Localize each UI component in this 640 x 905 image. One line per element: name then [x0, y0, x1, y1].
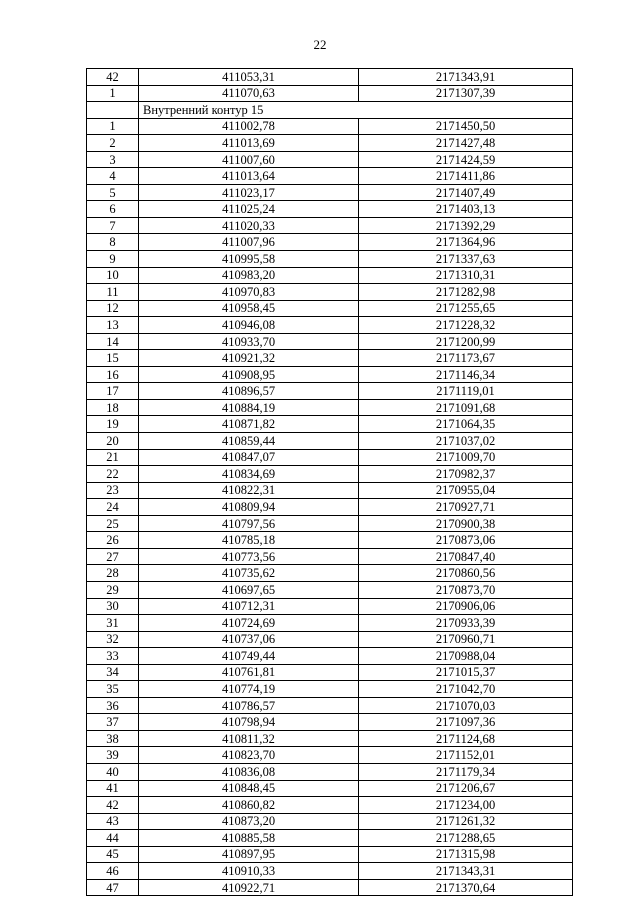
- x-coordinate-cell: 410933,70: [139, 333, 359, 350]
- y-coordinate-cell: 2170900,38: [359, 515, 573, 532]
- point-number-cell: 1: [87, 118, 139, 135]
- x-coordinate-cell: 411013,69: [139, 135, 359, 152]
- point-number-cell: 23: [87, 482, 139, 499]
- y-coordinate-cell: 2171070,03: [359, 697, 573, 714]
- table-row: [87, 118, 573, 135]
- table-row: [87, 300, 573, 317]
- table-row: [87, 482, 573, 499]
- point-number-cell: 25: [87, 515, 139, 532]
- table-row: [87, 631, 573, 648]
- y-coordinate-cell: 2171042,70: [359, 681, 573, 698]
- page-number: 22: [313, 37, 327, 52]
- point-number-cell: 37: [87, 714, 139, 731]
- table-row: [87, 267, 573, 284]
- y-coordinate-cell: 2171315,98: [359, 846, 573, 863]
- point-number-cell: 33: [87, 648, 139, 665]
- table-row: [87, 565, 573, 582]
- point-number-cell: 46: [87, 863, 139, 880]
- x-coordinate-cell: 411002,78: [139, 118, 359, 135]
- y-coordinate-cell: 2171124,68: [359, 730, 573, 747]
- table-row: [87, 416, 573, 433]
- point-number-cell: 9: [87, 251, 139, 268]
- x-coordinate-cell: 410922,71: [139, 879, 359, 896]
- point-number-cell: 17: [87, 383, 139, 400]
- table-row: [87, 69, 573, 86]
- point-number-cell: 18: [87, 399, 139, 416]
- table-row: [87, 333, 573, 350]
- table-row: [87, 581, 573, 598]
- y-coordinate-cell: 2171206,67: [359, 780, 573, 797]
- point-number-cell: 40: [87, 763, 139, 780]
- x-coordinate-cell: 410735,62: [139, 565, 359, 582]
- point-number-cell: 19: [87, 416, 139, 433]
- point-number-cell: 26: [87, 532, 139, 549]
- point-number-cell: 30: [87, 598, 139, 615]
- y-coordinate-cell: 2171450,50: [359, 118, 573, 135]
- y-coordinate-cell: 2170927,71: [359, 499, 573, 516]
- table-row: [87, 399, 573, 416]
- y-coordinate-cell: 2171427,48: [359, 135, 573, 152]
- point-number-cell: 43: [87, 813, 139, 830]
- point-number-cell: 32: [87, 631, 139, 648]
- x-coordinate-cell: 410774,19: [139, 681, 359, 698]
- y-coordinate-cell: 2171337,63: [359, 251, 573, 268]
- point-number-cell: 42: [87, 797, 139, 814]
- table-row: [87, 201, 573, 218]
- y-coordinate-cell: 2170960,71: [359, 631, 573, 648]
- point-number-cell: 12: [87, 300, 139, 317]
- x-coordinate-cell: 410970,83: [139, 284, 359, 301]
- y-coordinate-cell: 2170982,37: [359, 466, 573, 483]
- x-coordinate-cell: 410885,58: [139, 830, 359, 847]
- table-row: [87, 366, 573, 383]
- y-coordinate-cell: 2171173,67: [359, 350, 573, 367]
- point-number-cell: 35: [87, 681, 139, 698]
- table-row: [87, 234, 573, 251]
- y-coordinate-cell: 2171307,39: [359, 85, 573, 102]
- x-coordinate-cell: 411023,17: [139, 184, 359, 201]
- x-coordinate-cell: 410873,20: [139, 813, 359, 830]
- x-coordinate-cell: 411025,24: [139, 201, 359, 218]
- x-coordinate-cell: 410834,69: [139, 466, 359, 483]
- y-coordinate-cell: 2171015,37: [359, 664, 573, 681]
- point-number-cell: 7: [87, 217, 139, 234]
- table-row: [87, 184, 573, 201]
- x-coordinate-cell: 410822,31: [139, 482, 359, 499]
- table-row: [87, 317, 573, 334]
- y-coordinate-cell: 2171407,49: [359, 184, 573, 201]
- y-coordinate-cell: 2171288,65: [359, 830, 573, 847]
- table-row: [87, 681, 573, 698]
- y-coordinate-cell: 2170873,70: [359, 581, 573, 598]
- x-coordinate-cell: 410859,44: [139, 433, 359, 450]
- table-row: [87, 697, 573, 714]
- table-row: [87, 714, 573, 731]
- x-coordinate-cell: 410983,20: [139, 267, 359, 284]
- point-number-cell: 16: [87, 366, 139, 383]
- y-coordinate-cell: 2171364,96: [359, 234, 573, 251]
- y-coordinate-cell: 2171200,99: [359, 333, 573, 350]
- point-number-cell: 20: [87, 433, 139, 450]
- x-coordinate-cell: 410921,32: [139, 350, 359, 367]
- point-number-cell: 2: [87, 135, 139, 152]
- x-coordinate-cell: 410798,94: [139, 714, 359, 731]
- point-number-cell: 39: [87, 747, 139, 764]
- coordinates-table: [86, 68, 573, 896]
- point-number-cell: 31: [87, 615, 139, 632]
- x-coordinate-cell: 410871,82: [139, 416, 359, 433]
- point-number-cell: 15: [87, 350, 139, 367]
- y-coordinate-cell: 2171261,32: [359, 813, 573, 830]
- coordinates-table-body: [87, 69, 573, 896]
- y-coordinate-cell: 2171119,01: [359, 383, 573, 400]
- x-coordinate-cell: 410797,56: [139, 515, 359, 532]
- x-coordinate-cell: 410761,81: [139, 664, 359, 681]
- x-coordinate-cell: 410860,82: [139, 797, 359, 814]
- x-coordinate-cell: 410786,57: [139, 697, 359, 714]
- x-coordinate-cell: 410809,94: [139, 499, 359, 516]
- y-coordinate-cell: 2171424,59: [359, 151, 573, 168]
- point-number-cell: 45: [87, 846, 139, 863]
- table-row: [87, 217, 573, 234]
- y-coordinate-cell: 2171179,34: [359, 763, 573, 780]
- point-number-cell: 13: [87, 317, 139, 334]
- y-coordinate-cell: 2171037,02: [359, 433, 573, 450]
- x-coordinate-cell: 410958,45: [139, 300, 359, 317]
- table-row: [87, 780, 573, 797]
- x-coordinate-cell: 410712,31: [139, 598, 359, 615]
- y-coordinate-cell: 2171310,31: [359, 267, 573, 284]
- y-coordinate-cell: 2170988,04: [359, 648, 573, 665]
- point-number-cell: 44: [87, 830, 139, 847]
- table-row: [87, 85, 573, 102]
- x-coordinate-cell: 410946,08: [139, 317, 359, 334]
- table-row: [87, 648, 573, 665]
- table-row: [87, 763, 573, 780]
- y-coordinate-cell: 2171255,65: [359, 300, 573, 317]
- y-coordinate-cell: 2171228,32: [359, 317, 573, 334]
- table-row: [87, 466, 573, 483]
- table-row: [87, 515, 573, 532]
- x-coordinate-cell: 411007,96: [139, 234, 359, 251]
- table-row: [87, 433, 573, 450]
- y-coordinate-cell: 2171411,86: [359, 168, 573, 185]
- y-coordinate-cell: 2171234,00: [359, 797, 573, 814]
- point-number-cell: 27: [87, 548, 139, 565]
- table-row: [87, 830, 573, 847]
- table-row: [87, 615, 573, 632]
- section-number-cell: [87, 102, 139, 119]
- point-number-cell: 1: [87, 85, 139, 102]
- x-coordinate-cell: 410737,06: [139, 631, 359, 648]
- y-coordinate-cell: 2170860,56: [359, 565, 573, 582]
- point-number-cell: 41: [87, 780, 139, 797]
- point-number-cell: 21: [87, 449, 139, 466]
- x-coordinate-cell: 410836,08: [139, 763, 359, 780]
- point-number-cell: 24: [87, 499, 139, 516]
- point-number-cell: 5: [87, 184, 139, 201]
- table-row: [87, 284, 573, 301]
- table-row: [87, 730, 573, 747]
- table-row: [87, 797, 573, 814]
- table-row: [87, 350, 573, 367]
- y-coordinate-cell: 2171392,29: [359, 217, 573, 234]
- point-number-cell: 8: [87, 234, 139, 251]
- table-row: [87, 846, 573, 863]
- x-coordinate-cell: 410884,19: [139, 399, 359, 416]
- y-coordinate-cell: 2171403,13: [359, 201, 573, 218]
- y-coordinate-cell: 2171370,64: [359, 879, 573, 896]
- y-coordinate-cell: 2171091,68: [359, 399, 573, 416]
- point-number-cell: 47: [87, 879, 139, 896]
- table-row: [87, 813, 573, 830]
- x-coordinate-cell: 410847,07: [139, 449, 359, 466]
- x-coordinate-cell: 410823,70: [139, 747, 359, 764]
- y-coordinate-cell: 2171343,91: [359, 69, 573, 86]
- y-coordinate-cell: 2170873,06: [359, 532, 573, 549]
- section-title: Внутренний контур 15: [139, 102, 573, 119]
- x-coordinate-cell: 410848,45: [139, 780, 359, 797]
- point-number-cell: 10: [87, 267, 139, 284]
- y-coordinate-cell: 2170847,40: [359, 548, 573, 565]
- x-coordinate-cell: 410908,95: [139, 366, 359, 383]
- section-header-row: [87, 102, 573, 119]
- x-coordinate-cell: 410910,33: [139, 863, 359, 880]
- x-coordinate-cell: 411013,64: [139, 168, 359, 185]
- y-coordinate-cell: 2171097,36: [359, 714, 573, 731]
- table-row: [87, 548, 573, 565]
- table-row: [87, 598, 573, 615]
- table-row: [87, 879, 573, 896]
- x-coordinate-cell: 410785,18: [139, 532, 359, 549]
- point-number-cell: 28: [87, 565, 139, 582]
- y-coordinate-cell: 2171009,70: [359, 449, 573, 466]
- x-coordinate-cell: 411020,33: [139, 217, 359, 234]
- x-coordinate-cell: 411070,63: [139, 85, 359, 102]
- y-coordinate-cell: 2171146,34: [359, 366, 573, 383]
- x-coordinate-cell: 410896,57: [139, 383, 359, 400]
- x-coordinate-cell: 411053,31: [139, 69, 359, 86]
- table-row: [87, 532, 573, 549]
- point-number-cell: 11: [87, 284, 139, 301]
- point-number-cell: 3: [87, 151, 139, 168]
- x-coordinate-cell: 410749,44: [139, 648, 359, 665]
- table-row: [87, 664, 573, 681]
- table-row: [87, 251, 573, 268]
- x-coordinate-cell: 411007,60: [139, 151, 359, 168]
- x-coordinate-cell: 410897,95: [139, 846, 359, 863]
- x-coordinate-cell: 410724,69: [139, 615, 359, 632]
- table-row: [87, 168, 573, 185]
- y-coordinate-cell: 2170955,04: [359, 482, 573, 499]
- point-number-cell: 22: [87, 466, 139, 483]
- x-coordinate-cell: 410697,65: [139, 581, 359, 598]
- y-coordinate-cell: 2171064,35: [359, 416, 573, 433]
- x-coordinate-cell: 410773,56: [139, 548, 359, 565]
- table-row: [87, 151, 573, 168]
- x-coordinate-cell: 410995,58: [139, 251, 359, 268]
- point-number-cell: 29: [87, 581, 139, 598]
- point-number-cell: 36: [87, 697, 139, 714]
- point-number-cell: 38: [87, 730, 139, 747]
- table-row: [87, 135, 573, 152]
- table-row: [87, 747, 573, 764]
- point-number-cell: 34: [87, 664, 139, 681]
- y-coordinate-cell: 2171343,31: [359, 863, 573, 880]
- point-number-cell: 6: [87, 201, 139, 218]
- point-number-cell: 14: [87, 333, 139, 350]
- table-row: [87, 383, 573, 400]
- y-coordinate-cell: 2171152,01: [359, 747, 573, 764]
- table-row: [87, 449, 573, 466]
- x-coordinate-cell: 410811,32: [139, 730, 359, 747]
- y-coordinate-cell: 2171282,98: [359, 284, 573, 301]
- point-number-cell: 42: [87, 69, 139, 86]
- table-row: [87, 863, 573, 880]
- y-coordinate-cell: 2170933,39: [359, 615, 573, 632]
- y-coordinate-cell: 2170906,06: [359, 598, 573, 615]
- table-row: [87, 499, 573, 516]
- point-number-cell: 4: [87, 168, 139, 185]
